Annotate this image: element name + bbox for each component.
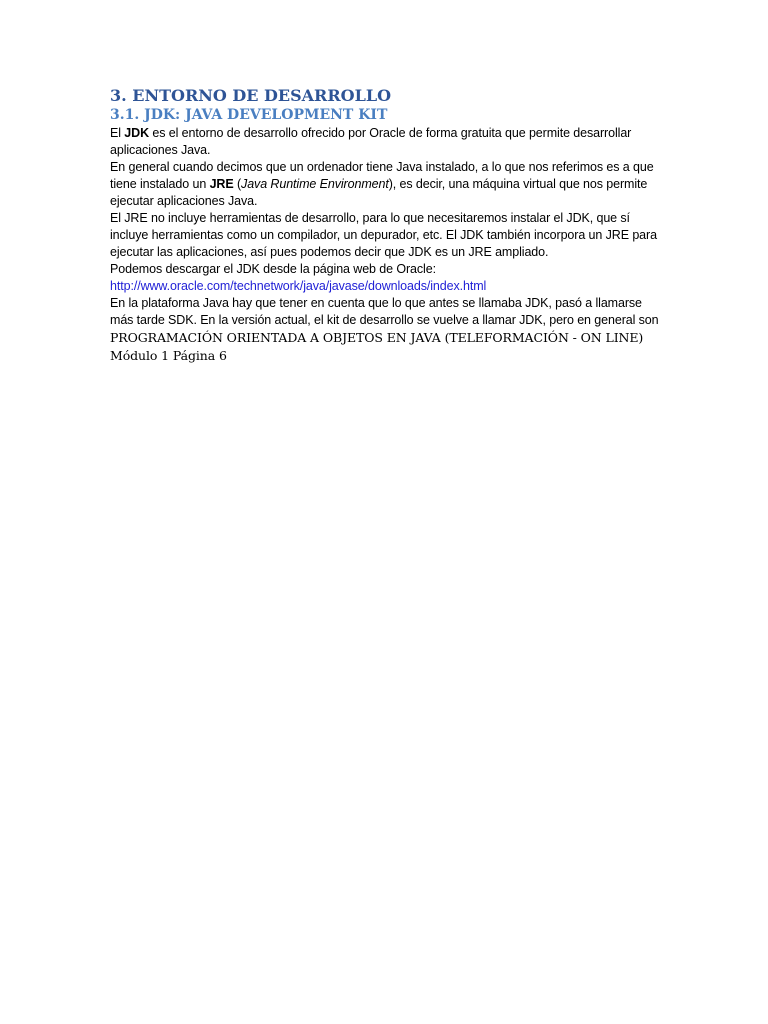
italic-term: Java Runtime Environment <box>241 177 389 191</box>
download-link-line <box>110 278 662 295</box>
page-footer-text: PROGRAMACIÓN ORIENTADA A OBJETOS EN JAVA (TELEFORMACIÓN - ON LINE) Módulo 1 Página 6 <box>110 330 644 363</box>
bold-term-jre: JRE <box>209 177 234 191</box>
paragraph-sdk <box>110 295 662 365</box>
text-run: En la plataforma Java hay que tener en cuenta que lo que antes se llamaba JDK, pasó a llamarse más tarde SDK. En la versión actual, el kit de desarrollo se vuelve a llamar JDK, pero en general son <box>110 296 659 327</box>
oracle-download-link[interactable]: http://www.oracle.com/technetwork/java/javase/downloads/index.html <box>110 279 487 293</box>
paragraph-jdk-intro <box>110 125 662 159</box>
text-run: es el entorno de desarrollo ofrecido por Oracle de forma gratuita que permite desarrollar aplicaciones Java. <box>110 126 632 157</box>
document-page <box>110 86 662 365</box>
text-run: ), es decir, una máquina virtual que nos permite ejecutar aplicaciones Java. <box>110 177 648 208</box>
bold-term-jdk: JDK <box>124 126 150 140</box>
paragraph-download: Podemos descargar el JDK desde la página web de Oracle: <box>110 262 436 276</box>
paragraph-jre-tools: El JRE no incluye herramientas de desarrollo, para lo que necesitaremos instalar el JDK, que sí incluye herramientas como un compilador, un depurador, etc. El JDK también incorpora un JRE para ejecutar las aplicaciones, así pues podemos decir que JDK es un JRE ampliado. <box>110 211 657 259</box>
section-heading: 3. ENTORNO DE DESARROLLO <box>110 86 392 105</box>
text-run: El <box>110 126 125 140</box>
subsection-heading: 3.1. JDK: JAVA DEVELOPMENT KIT <box>110 107 388 123</box>
text-run: ( <box>233 177 242 191</box>
paragraph-jre <box>110 159 662 210</box>
text-run: En general cuando decimos que un ordenador tiene Java instalado, a lo que nos referimos es a que tiene instalado un <box>110 160 654 191</box>
